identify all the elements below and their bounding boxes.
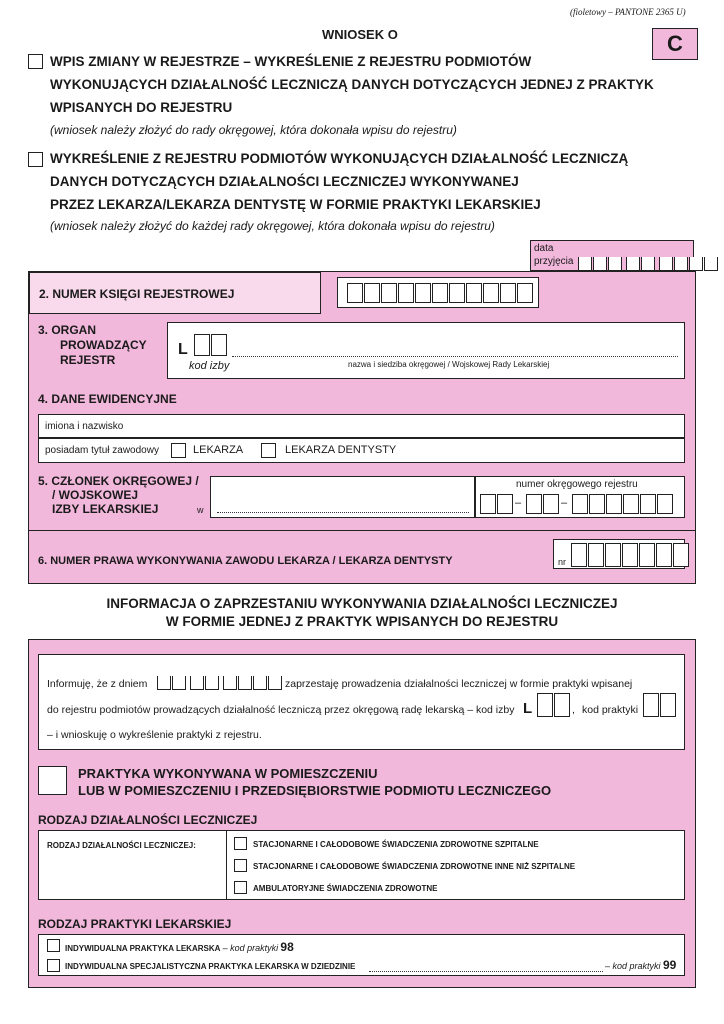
form-letter-badge: C — [652, 28, 698, 60]
section2-label-cell — [29, 272, 321, 314]
info-title-1: INFORMACJA O ZAPRZESTANIU WYKONYWANIA DZIAŁALNOŚCI LECZNICZEJ — [106, 596, 618, 611]
activity-option-1-checkbox[interactable] — [234, 837, 247, 850]
practice-option-2-checkbox[interactable] — [47, 959, 60, 972]
register-dash-2: – — [561, 497, 568, 509]
register-dash-1: – — [515, 497, 522, 509]
practice-option-1-label: INDYWIDUALNA PRAKTYKA LEKARSKA — [65, 944, 221, 953]
statement-chamber-code-input[interactable] — [537, 693, 571, 717]
activity-option-2-label: STACJONARNE I CAŁODOBOWE ŚWIADCZENIA ZDROWOTNE INNE NIŻ SZPITALNE — [253, 862, 576, 871]
option1-note: (wniosek należy złożyć do rady okręgowej, która dokonała wpisu do rejestru) — [50, 123, 457, 137]
date-received-label-2: przyjęcia — [534, 256, 574, 267]
activity-column-divider — [226, 831, 227, 900]
practice-option-2-code: 99 — [663, 958, 677, 972]
option2-line-1: WYKREŚLENIE Z REJESTRU PODMIOTÓW WYKONUJĄCYCH DZIAŁALNOŚĆ LECZNICZĄ — [50, 151, 629, 166]
title-dentist-checkbox[interactable] — [261, 443, 276, 458]
option1-line-1: WPIS ZMIANY W REJESTRZE – WYKREŚLENIE Z REJESTRU PODMIOTÓW — [50, 54, 532, 69]
statement-text-1b: zaprzestaję prowadzenia działalności leczniczej w formie praktyki wpisanej — [285, 678, 633, 690]
date-received-label-1: data — [534, 243, 554, 254]
title-doctor-label: LEKARZA — [193, 444, 244, 456]
statement-practice-code-input[interactable] — [643, 693, 677, 717]
chamber-prefix: L — [178, 341, 188, 358]
registry-organ-field[interactable] — [167, 322, 685, 379]
date-received-box — [530, 240, 694, 271]
page-title: WNIOSEK O — [322, 27, 398, 42]
practice-option-1-code: 98 — [280, 940, 294, 954]
premises-line-2: LUB W POMIESZCZENIU I PRZEDSIĘBIORSTWIE PODMIOTU LECZNICZEGO — [78, 783, 552, 798]
statement-box — [38, 654, 685, 750]
section3-label-2: PROWADZĄCY — [60, 338, 147, 352]
chamber-name-line — [232, 355, 678, 357]
practice-option-2-label: INDYWIDUALNA SPECJALISTYCZNA PRAKTYKA LEKARSKA W DZIEDZINIE — [65, 962, 356, 971]
option1-checkbox[interactable] — [28, 54, 43, 69]
option2-checkbox[interactable] — [28, 152, 43, 167]
premises-checkbox[interactable] — [38, 766, 67, 795]
practice-heading: RODZAJ PRAKTYKI LEKARSKIEJ — [38, 917, 232, 931]
section6-label: 6. NUMER PRAWA WYKONYWANIA ZAWODU LEKARZA / LEKARZA DENTYSTY — [38, 555, 453, 567]
option1-line-2: WYKONUJĄCYCH DZIAŁALNOŚĆ LECZNICZĄ DANYCH DOTYCZĄCYCH JEDNEJ Z PRAKTYK — [50, 77, 654, 92]
license-nr-label: nr — [558, 557, 567, 567]
info-title-2: W FORMIE JEDNEJ Z PRAKTYK WPISANYCH DO REJESTRU — [165, 614, 559, 629]
names-label: imiona i nazwisko — [45, 421, 124, 432]
option1-line-3: WPISANYCH DO REJESTRU — [50, 100, 233, 115]
activity-heading: RODZAJ DZIAŁALNOŚCI LECZNICZEJ — [38, 813, 258, 827]
section4-label: 4. DANE EWIDENCYJNE — [38, 392, 177, 406]
option2-line-2: DANYCH DOTYCZĄCYCH DZIAŁALNOŚCI LECZNICZEJ WYKONYWANEJ — [50, 174, 519, 189]
names-field[interactable] — [38, 414, 685, 438]
chamber-name-caption: nazwa i siedziba okręgowej / Wojskowej Rady Lekarskiej — [348, 360, 550, 369]
professional-title-row — [38, 438, 685, 463]
practice-option-1-code-label: – kod praktyki — [222, 943, 279, 953]
statement-comma: , — [572, 704, 575, 716]
title-doctor-checkbox[interactable] — [171, 443, 186, 458]
premises-line-1: PRAKTYKA WYKONYWANA W POMIESZCZENIU — [78, 766, 378, 781]
section2-label: 2. NUMER KSIĘGI REJESTROWEJ — [39, 287, 235, 301]
register-number-label: numer okręgowego rejestru — [516, 479, 638, 490]
chamber-member-line — [217, 511, 469, 513]
section5-label-1: 5. CZŁONEK OKRĘGOWEJ / — [38, 474, 199, 488]
section5-in-label: w — [197, 505, 204, 515]
title-dentist-label: LEKARZA DENTYSTY — [285, 444, 397, 456]
practice-option-2-code-label: – kod praktyki — [605, 961, 661, 971]
section3-label-3: REJESTR — [60, 353, 116, 367]
specialty-field[interactable] — [369, 970, 603, 972]
practice-box — [38, 934, 685, 976]
statement-chamber-prefix: L — [523, 700, 533, 717]
option2-note: (wniosek należy złożyć do każdej rady okręgowej, która dokonała wpisu do rejestru) — [50, 219, 495, 233]
chamber-member-field[interactable] — [210, 476, 475, 518]
section3-label-1: 3. ORGAN — [38, 323, 97, 337]
practice-option-1-checkbox[interactable] — [47, 939, 60, 952]
color-note: (fioletowy – PANTONE 2365 U) — [570, 7, 686, 17]
activity-option-2-checkbox[interactable] — [234, 859, 247, 872]
activity-option-1-label: STACJONARNE I CAŁODOBOWE ŚWIADCZENIA ZDROWOTNE SZPITALNE — [253, 840, 539, 849]
activity-option-3-checkbox[interactable] — [234, 881, 247, 894]
option2-line-3: PRZEZ LEKARZA/LEKARZA DENTYSTĘ W FORMIE PRAKTYKI LEKARSKIEJ — [50, 197, 541, 212]
section6-divider — [29, 530, 695, 531]
professional-title-label: posiadam tytuł zawodowy — [45, 445, 159, 456]
statement-text-2c: kod praktyki — [582, 704, 639, 716]
register-number-field[interactable] — [475, 476, 685, 518]
statement-text-1a: Informuję, że z dniem — [47, 678, 148, 690]
activity-inner-label: RODZAJ DZIAŁALNOŚCI LECZNICZEJ: — [47, 841, 196, 850]
section5-label-2: / WOJSKOWEJ — [52, 488, 139, 502]
ledger-number-input[interactable] — [337, 277, 539, 308]
end-date-input[interactable] — [157, 676, 283, 695]
activity-box — [38, 830, 685, 900]
activity-option-3-label: AMBULATORYJNE ŚWIADCZENIA ZDROWOTNE — [253, 884, 438, 893]
statement-text-3: – i wnioskuję o wykreślenie praktyki z rejestru. — [47, 729, 262, 741]
chamber-code-label: kod izby — [189, 360, 230, 372]
practice-option-1 — [65, 940, 294, 954]
chamber-code-input[interactable] — [194, 334, 228, 356]
statement-text-2a: do rejestru podmiotów prowadzących działalność leczniczą przez okręgową radę lekarską – kod izby — [47, 704, 515, 716]
license-number-field[interactable] — [553, 539, 685, 569]
section5-label-3: IZBY LEKARSKIEJ — [52, 502, 159, 516]
